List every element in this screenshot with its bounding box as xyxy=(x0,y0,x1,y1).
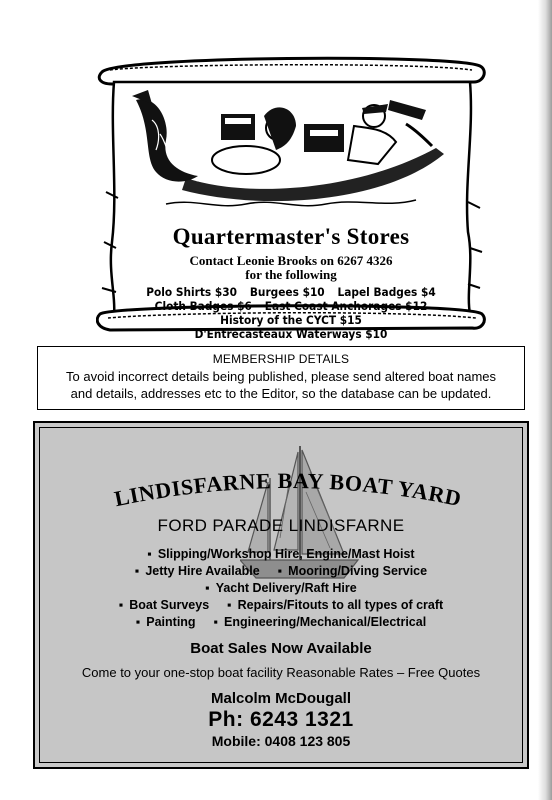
price-item: East Coast Anchorages $12 xyxy=(264,299,428,313)
service-item xyxy=(205,580,356,597)
services-row xyxy=(40,580,522,597)
boatyard-panel xyxy=(39,427,523,763)
price-item: Polo Shirts $30 xyxy=(146,285,237,299)
contact-subline: for the following xyxy=(245,267,337,282)
membership-text-line: To avoid incorrect details being published, please send altered boat names xyxy=(66,369,496,384)
price-item: History of the CYCT $15 xyxy=(220,313,362,327)
price-list xyxy=(130,285,452,341)
svg-text:LINDISFARNE BAY BOAT YARD xyxy=(112,468,464,511)
boatyard-advert xyxy=(33,421,529,769)
contact-line: Contact Leonie Brooks on 6267 4326 xyxy=(189,253,393,268)
bullet-icon: ▪ xyxy=(118,598,124,612)
service-item xyxy=(136,614,196,631)
contact-mobile: Mobile: 0408 123 805 xyxy=(211,733,351,749)
service-label: Repairs/Fitouts to all types of craft xyxy=(237,598,444,612)
price-item: D'Entrecasteaux Waterways $10 xyxy=(194,327,388,341)
price-row xyxy=(130,327,452,341)
price-row xyxy=(130,299,452,313)
quartermaster-title: Quartermaster's Stores xyxy=(172,224,410,249)
services-row xyxy=(40,597,522,614)
contact-name: Malcolm McDougall xyxy=(210,690,352,707)
quartermaster-contact xyxy=(96,254,486,282)
membership-title: MEMBERSHIP DETAILS xyxy=(212,352,350,366)
price-item: Lapel Badges $4 xyxy=(337,285,436,299)
service-item xyxy=(227,597,443,614)
services-row xyxy=(40,546,522,563)
service-item xyxy=(119,597,209,614)
price-item: Cloth Badges $6 xyxy=(154,299,252,313)
service-label: Engineering/Mechanical/Electrical xyxy=(224,615,427,629)
boat-sales-heading: Boat Sales Now Available xyxy=(190,640,372,657)
service-label: Jetty Hire Available xyxy=(145,564,260,578)
service-label: Slipping/Workshop Hire, Engine/Mast Hoist xyxy=(157,547,415,561)
bullet-icon: ▪ xyxy=(205,581,210,595)
bullet-icon: ▪ xyxy=(147,547,152,561)
price-item: Burgees $10 xyxy=(249,285,325,299)
service-label: Painting xyxy=(146,615,196,629)
service-item xyxy=(147,546,414,563)
boatyard-title: LINDISFARNE BAY BOAT YARD xyxy=(112,467,464,512)
services-row xyxy=(40,563,522,580)
boatyard-title-arc xyxy=(90,458,486,518)
boatyard-tagline: Come to your one-stop boat facility Reasonable Rates – Free Quotes xyxy=(81,665,481,680)
services-row xyxy=(40,614,522,631)
service-label: Boat Surveys xyxy=(129,598,210,612)
membership-text-line: and details, addresses etc to the Editor, so the database can be updated. xyxy=(70,386,492,401)
mermaid-boat-icon xyxy=(126,80,456,230)
bullet-icon: ▪ xyxy=(134,564,140,578)
services-list xyxy=(40,546,522,631)
bullet-icon: ▪ xyxy=(135,615,141,629)
service-item xyxy=(214,614,427,631)
bullet-icon: ▪ xyxy=(227,598,232,612)
service-item xyxy=(278,563,427,580)
price-row xyxy=(130,313,452,327)
bullet-icon: ▪ xyxy=(277,564,283,578)
service-label: Yacht Delivery/Raft Hire xyxy=(215,581,357,595)
page-edge-shadow xyxy=(538,0,552,800)
price-row xyxy=(130,285,452,299)
bullet-icon: ▪ xyxy=(213,615,219,629)
boatyard-location: FORD PARADE LINDISFARNE xyxy=(157,516,405,535)
boatyard-contact xyxy=(40,690,522,750)
membership-notice xyxy=(37,346,525,410)
quartermaster-advert xyxy=(96,52,486,341)
contact-phone: Ph: 6243 1321 xyxy=(208,708,354,731)
service-label: Mooring/Diving Service xyxy=(288,564,428,578)
service-item xyxy=(135,563,260,580)
